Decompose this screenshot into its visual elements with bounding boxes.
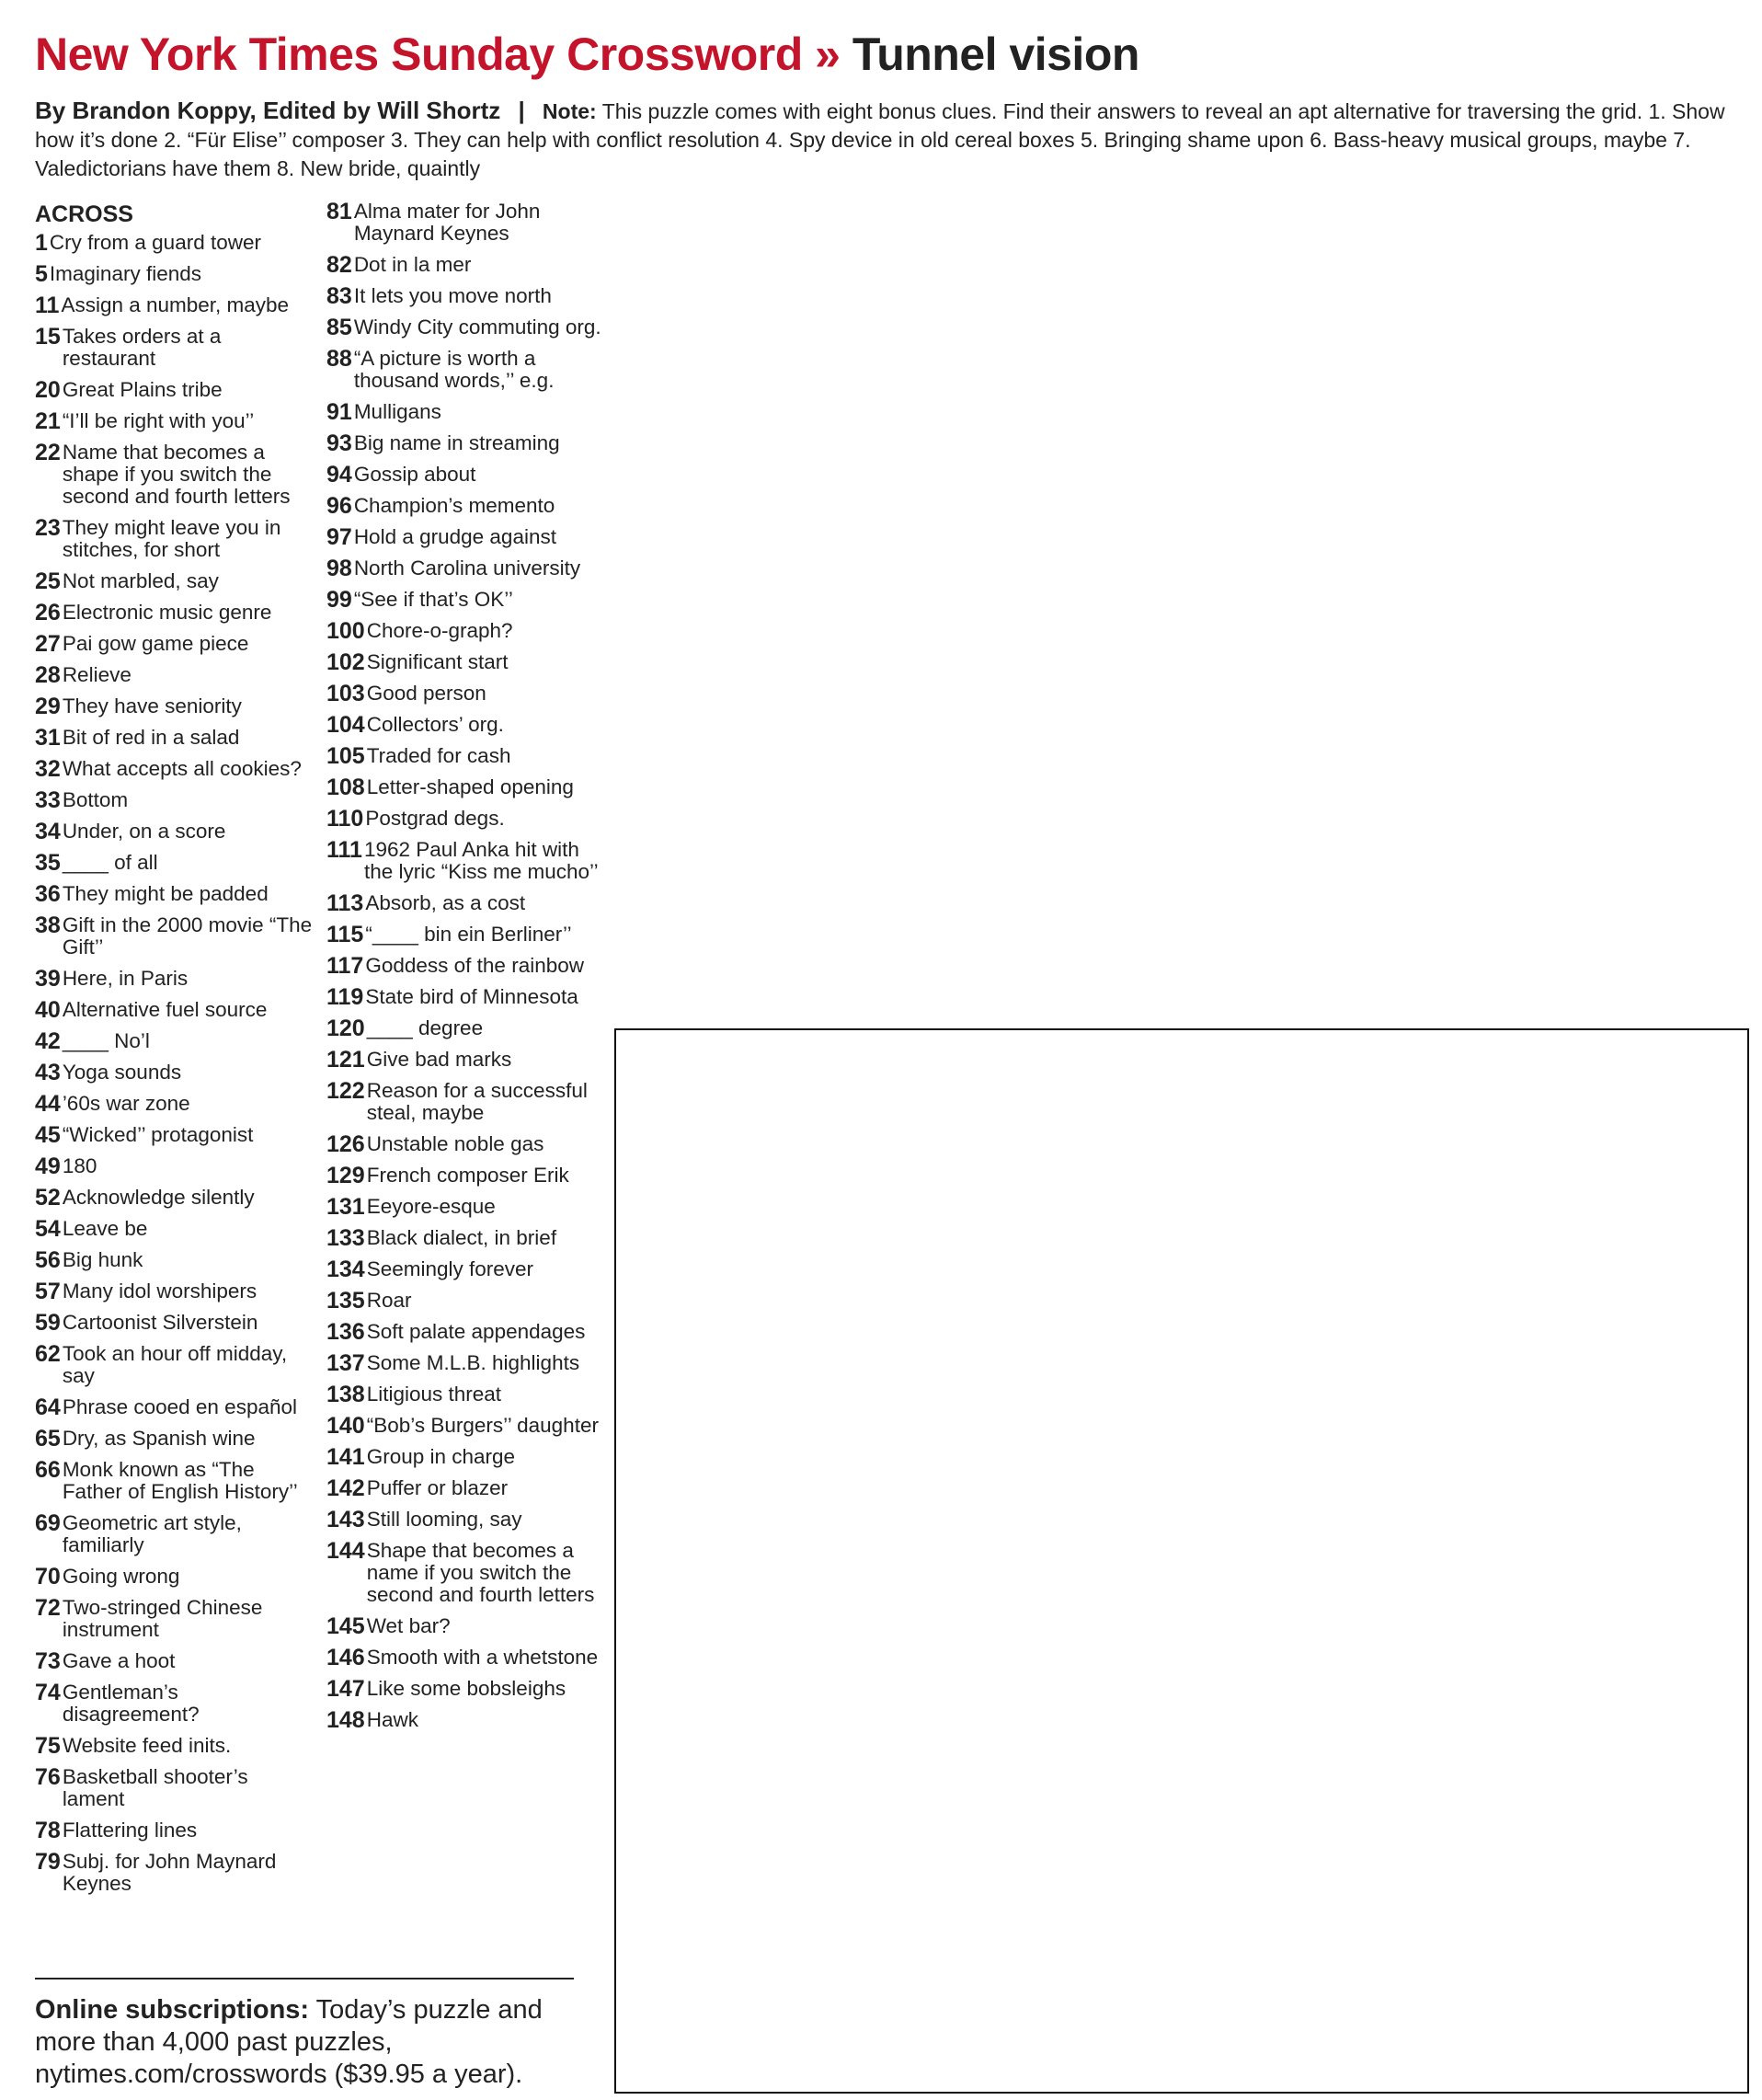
across-clue: [326, 683, 607, 705]
clue-number: 78: [35, 1818, 61, 1843]
across-clue: [326, 651, 607, 673]
clue-number: 91: [326, 399, 352, 425]
clue-number: 45: [35, 1122, 61, 1148]
clue-number: 135: [326, 1288, 365, 1314]
clue-text: Absorb, as a cost: [365, 891, 526, 914]
across-clue: [326, 1540, 607, 1606]
clue-text: Assign a number, maybe: [61, 293, 290, 316]
clue-text: ____ of all: [62, 851, 158, 874]
clue-number: 57: [35, 1279, 61, 1304]
across-clue: [326, 464, 607, 486]
clue-number: 131: [326, 1194, 365, 1220]
clue-text: Soft palate appendages: [366, 1320, 586, 1343]
across-clue: [35, 1512, 315, 1556]
across-clue: [326, 1321, 607, 1343]
across-clue: [35, 1459, 315, 1503]
clue-number: 120: [326, 1016, 365, 1041]
clue-text: Champion’s memento: [353, 494, 555, 517]
clue-text: Website feed inits.: [62, 1734, 232, 1757]
clue-number: 31: [35, 725, 61, 751]
subscription-promo: [35, 1994, 574, 2091]
clue-number: 142: [326, 1475, 365, 1501]
across-clue: [35, 914, 315, 958]
clue-number: 134: [326, 1257, 365, 1282]
clue-number: 1: [35, 230, 48, 256]
clue-number: 98: [326, 556, 352, 581]
across-clue: [35, 852, 315, 874]
across-clue: [326, 495, 607, 517]
clue-number: 85: [326, 315, 352, 340]
clue-text: Unstable noble gas: [366, 1132, 544, 1155]
clue-text: Alternative fuel source: [62, 998, 268, 1021]
clue-text: Bit of red in a salad: [62, 726, 240, 749]
clue-text: North Carolina university: [353, 557, 581, 580]
clue-number: 137: [326, 1350, 365, 1376]
clue-number: 146: [326, 1645, 365, 1670]
clue-text: Imaginary fiends: [49, 262, 201, 285]
across-clue: [326, 1477, 607, 1499]
clue-column-1: [35, 201, 315, 1904]
clue-text: What accepts all cookies?: [62, 757, 302, 780]
clue-text: “A picture is worth a thousand words,’’ e.g.: [353, 347, 555, 392]
clue-text: Significant start: [366, 650, 509, 673]
clue-number: 49: [35, 1153, 61, 1179]
clue-number: 26: [35, 600, 61, 625]
clue-text: Phrase cooed en español: [62, 1395, 298, 1418]
clue-text: They might leave you in stitches, for short: [62, 516, 281, 561]
clue-text: Electronic music genre: [62, 601, 272, 624]
clue-number: 74: [35, 1680, 61, 1705]
clue-number: 42: [35, 1028, 61, 1054]
across-clue: [35, 789, 315, 811]
across-clue: [35, 1061, 315, 1084]
clue-text: Going wrong: [62, 1565, 180, 1588]
intro-note: [35, 97, 1732, 183]
across-clue: [35, 1249, 315, 1271]
clue-number: 147: [326, 1676, 365, 1702]
clue-text: Dot in la mer: [353, 253, 472, 276]
clue-column-2: [326, 201, 607, 1740]
across-clue: [326, 1017, 607, 1039]
clue-text: ____ degree: [366, 1016, 484, 1039]
across-clue: [326, 924, 607, 946]
clue-text: Gentleman’s disagreement?: [62, 1681, 200, 1726]
clue-number: 62: [35, 1341, 61, 1367]
clue-number: 111: [326, 837, 362, 863]
clue-text: Puffer or blazer: [366, 1476, 509, 1499]
clue-text: Seemingly forever: [366, 1257, 534, 1280]
clue-number: 20: [35, 377, 61, 403]
byline-separator: |: [518, 97, 525, 124]
clue-text: Alma mater for John Maynard Keynes: [353, 200, 541, 245]
title-series: New York Times Sunday Crossword »: [35, 29, 841, 80]
across-clue: [326, 254, 607, 276]
across-clue: [35, 1650, 315, 1672]
clue-text: Basketball shooter’s lament: [62, 1765, 248, 1810]
clue-text: Flattering lines: [62, 1819, 198, 1842]
clue-number: 65: [35, 1426, 61, 1452]
across-clue: [35, 1566, 315, 1588]
across-clue: [35, 517, 315, 561]
clue-number: 104: [326, 712, 365, 738]
clue-number: 59: [35, 1310, 61, 1336]
across-heading: ACROSS: [35, 201, 133, 227]
across-clue: [326, 620, 607, 642]
clue-number: 88: [326, 346, 352, 372]
clue-text: Letter-shaped opening: [366, 775, 574, 798]
clue-number: 145: [326, 1613, 365, 1639]
clue-number: 33: [35, 787, 61, 813]
clue-number: 15: [35, 324, 61, 350]
clue-text: Relieve: [62, 663, 132, 686]
across-clue: [35, 1597, 315, 1641]
across-clue: [326, 589, 607, 611]
across-clue: [35, 294, 315, 316]
clue-text: Give bad marks: [366, 1048, 512, 1071]
clue-text: Smooth with a whetstone: [366, 1646, 599, 1669]
clue-text: ’60s war zone: [62, 1092, 190, 1115]
clue-number: 140: [326, 1413, 365, 1439]
clue-number: 119: [326, 984, 364, 1010]
across-clue: [326, 839, 607, 883]
across-clue: [35, 602, 315, 624]
across-clue: [35, 820, 315, 843]
clue-text: Monk known as “The Father of English History’’: [62, 1458, 298, 1503]
promo-text: Today’s puzzle and more than 4,000 past puzzles, nytimes.com/crosswords ($39.95 a year).: [35, 1995, 543, 2089]
across-clue: [35, 1218, 315, 1240]
clue-number: 102: [326, 649, 365, 675]
clue-text: State bird of Minnesota: [365, 985, 578, 1008]
clue-text: “Wicked’’ protagonist: [62, 1123, 254, 1146]
across-clue: [326, 1383, 607, 1406]
clue-number: 22: [35, 440, 61, 465]
byline: By Brandon Koppy, Edited by Will Shortz: [35, 97, 501, 124]
across-clue: [326, 1133, 607, 1155]
clue-text: 1962 Paul Anka hit with the lyric “Kiss me mucho’’: [363, 838, 599, 883]
clue-text: Name that becomes a shape if you switch the second and fourth letters: [62, 441, 291, 508]
clue-text: Dry, as Spanish wine: [62, 1427, 256, 1450]
grid-drawing: [616, 1030, 1747, 2092]
clue-number: 105: [326, 743, 365, 769]
clue-text: Gave a hoot: [62, 1649, 176, 1672]
clue-number: 40: [35, 997, 61, 1023]
clue-number: 94: [326, 462, 352, 488]
across-clue: [35, 758, 315, 780]
clue-text: Postgrad degs.: [365, 807, 505, 830]
across-clue: [35, 633, 315, 655]
across-clue: [326, 1290, 607, 1312]
across-clue: [35, 1766, 315, 1810]
clue-text: Bottom: [62, 788, 129, 811]
across-clue: [35, 1312, 315, 1334]
clue-number: 110: [326, 806, 364, 832]
clue-text: Great Plains tribe: [62, 378, 223, 401]
clue-text: Black dialect, in brief: [366, 1226, 557, 1249]
across-clue: [326, 432, 607, 454]
clue-number: 108: [326, 775, 365, 800]
across-clue: [35, 1093, 315, 1115]
clue-number: 39: [35, 966, 61, 992]
clue-number: 117: [326, 953, 364, 979]
across-clue: [35, 379, 315, 401]
across-clue: [326, 776, 607, 798]
clue-text: Good person: [366, 682, 486, 705]
across-clue: [326, 1352, 607, 1374]
clue-number: 23: [35, 515, 61, 541]
across-clue: [35, 664, 315, 686]
across-clue: [326, 714, 607, 736]
across-clue: [35, 1396, 315, 1418]
clue-text: Not marbled, say: [62, 569, 219, 592]
promo-label: Online subscriptions:: [35, 1995, 310, 2025]
across-clue: [326, 285, 607, 307]
clue-number: 54: [35, 1216, 61, 1242]
clue-number: 141: [326, 1444, 365, 1470]
clue-number: 66: [35, 1457, 61, 1483]
clue-number: 36: [35, 881, 61, 907]
clue-text: 180: [62, 1154, 97, 1177]
clue-text: Yoga sounds: [62, 1061, 182, 1084]
across-clue: [326, 316, 607, 339]
across-clue: [35, 883, 315, 905]
clue-text: Subj. for John Maynard Keynes: [62, 1850, 277, 1895]
across-clue: [326, 1196, 607, 1218]
clue-number: 70: [35, 1564, 61, 1589]
clue-text: Some M.L.B. highlights: [366, 1351, 580, 1374]
clue-number: 129: [326, 1163, 365, 1188]
clue-text: Big hunk: [62, 1248, 143, 1271]
clue-text: Roar: [366, 1289, 412, 1312]
clue-text: Traded for cash: [366, 744, 511, 767]
across-clue: [326, 348, 607, 392]
clue-text: Cry from a guard tower: [49, 231, 261, 254]
clue-text: Still looming, say: [366, 1508, 522, 1531]
clue-text: Acknowledge silently: [62, 1186, 255, 1209]
clue-number: 32: [35, 756, 61, 782]
note-text: This puzzle comes with eight bonus clues. Find their answers to reveal an apt alternative for traversing the grid. 1. Show how it’s done 2. “Für Elise’’ composer 3. They can help with conflict resolution 4. Spy device in old cereal boxes 5. Bringing shame upon 6. Bass-heavy musical groups, maybe 7. Valedictorians have them 8. New bride, quaintly: [35, 99, 1725, 180]
across-clue: [326, 526, 607, 548]
clue-number: 43: [35, 1060, 61, 1085]
clue-number: 79: [35, 1849, 61, 1875]
title-theme: Tunnel vision: [852, 29, 1139, 80]
clue-text: Shape that becomes a name if you switch the second and fourth letters: [366, 1539, 595, 1606]
clue-text: Under, on a score: [62, 820, 226, 843]
across-clue: [35, 326, 315, 370]
clue-text: Group in charge: [366, 1445, 516, 1468]
across-clue: [35, 1030, 315, 1052]
across-clue: [35, 1155, 315, 1177]
across-clue: [35, 1428, 315, 1450]
across-clue: [326, 955, 607, 977]
clue-text: Eeyore-esque: [366, 1195, 496, 1218]
clue-text: Geometric art style, familiarly: [62, 1511, 242, 1556]
clue-number: 5: [35, 261, 48, 287]
across-clue: [35, 570, 315, 592]
across-clue: [35, 1124, 315, 1146]
clue-number: 93: [326, 430, 352, 456]
across-clue: [35, 1187, 315, 1209]
clue-text: Leave be: [62, 1217, 148, 1240]
across-clue: [35, 1681, 315, 1726]
across-clue: [326, 1415, 607, 1437]
across-clue: [326, 1227, 607, 1249]
clue-text: Took an hour off midday, say: [62, 1342, 288, 1387]
clue-text: Reason for a successful steal, maybe: [366, 1079, 588, 1124]
across-clue: [35, 263, 315, 285]
clue-text: Cartoonist Silverstein: [62, 1311, 258, 1334]
clue-number: 83: [326, 283, 352, 309]
clue-number: 25: [35, 568, 61, 594]
page-title: [35, 28, 1139, 81]
clue-number: 81: [326, 199, 352, 224]
clue-text: Wet bar?: [366, 1614, 451, 1637]
clue-text: Gift in the 2000 movie “The Gift’’: [62, 913, 313, 958]
clue-text: Big name in streaming: [353, 431, 560, 454]
clue-number: 69: [35, 1510, 61, 1536]
clue-text: Hawk: [366, 1708, 418, 1731]
clue-number: 97: [326, 524, 352, 550]
clue-number: 136: [326, 1319, 365, 1345]
across-clue: [35, 727, 315, 749]
clue-number: 28: [35, 662, 61, 688]
clue-number: 29: [35, 694, 61, 719]
clue-text: They might be padded: [62, 882, 269, 905]
clue-number: 133: [326, 1225, 365, 1251]
across-clue: [35, 999, 315, 1021]
clue-text: It lets you move north: [353, 284, 552, 307]
clue-number: 100: [326, 618, 365, 644]
across-clue: [35, 442, 315, 508]
promo-divider: [35, 1978, 574, 1980]
clue-text: Here, in Paris: [62, 967, 189, 990]
across-clue: [326, 1446, 607, 1468]
clue-text: Litigious threat: [366, 1383, 502, 1406]
clue-text: Two-stringed Chinese instrument: [62, 1596, 263, 1641]
across-clue: [326, 892, 607, 914]
clue-text: “____ bin ein Berliner’’: [365, 923, 572, 946]
clue-text: Collectors’ org.: [366, 713, 504, 736]
clue-text: Like some bobsleighs: [366, 1677, 566, 1700]
clue-number: 122: [326, 1078, 365, 1104]
clue-number: 64: [35, 1394, 61, 1420]
clue-number: 96: [326, 493, 352, 519]
across-clue: [326, 1165, 607, 1187]
clue-text: Windy City commuting org.: [353, 316, 601, 339]
across-clue: [35, 968, 315, 990]
across-clue: [35, 1851, 315, 1895]
across-clue: [35, 1343, 315, 1387]
clue-number: 103: [326, 681, 365, 706]
clue-text: Many idol worshipers: [62, 1280, 257, 1302]
clue-number: 76: [35, 1764, 61, 1790]
clue-text: Gossip about: [353, 463, 476, 486]
clue-number: 34: [35, 819, 61, 844]
clue-number: 44: [35, 1091, 61, 1117]
clue-number: 21: [35, 408, 61, 434]
clue-text: “I’ll be right with you’’: [62, 409, 255, 432]
clue-number: 144: [326, 1538, 365, 1564]
across-clue: [326, 745, 607, 767]
note-label: Note:: [542, 99, 597, 123]
clue-text: “See if that’s OK’’: [353, 588, 513, 611]
clue-number: 126: [326, 1131, 365, 1157]
clue-number: 121: [326, 1047, 365, 1073]
clue-number: 99: [326, 587, 352, 613]
across-clue: [35, 695, 315, 717]
clue-text: Chore-o-graph?: [366, 619, 513, 642]
clue-number: 56: [35, 1247, 61, 1273]
across-clue: [326, 201, 607, 245]
clue-number: 35: [35, 850, 61, 876]
clue-number: 143: [326, 1507, 365, 1532]
clue-text: “Bob’s Burgers’’ daughter: [366, 1414, 599, 1437]
across-clue: [35, 1819, 315, 1842]
clue-number: 75: [35, 1733, 61, 1759]
across-clue: [326, 986, 607, 1008]
across-clue: [326, 1678, 607, 1700]
clue-text: Pai gow game piece: [62, 632, 249, 655]
across-clue: [326, 1709, 607, 1731]
clue-number: 113: [326, 890, 364, 916]
clue-number: 82: [326, 252, 352, 278]
clue-number: 52: [35, 1185, 61, 1211]
across-clue: [326, 1509, 607, 1531]
clue-number: 27: [35, 631, 61, 657]
clue-text: Mulligans: [353, 400, 441, 423]
clue-text: They have seniority: [62, 694, 242, 717]
clue-number: 115: [326, 922, 364, 947]
across-clue: [35, 1280, 315, 1302]
clue-number: 148: [326, 1707, 365, 1733]
clue-number: 138: [326, 1382, 365, 1407]
clue-text: ____ No’l: [62, 1029, 150, 1052]
clue-text: Goddess of the rainbow: [365, 954, 584, 977]
across-clue: [326, 1049, 607, 1071]
across-clue: [326, 808, 607, 830]
clue-text: Takes orders at a restaurant: [62, 325, 222, 370]
across-clue: [35, 410, 315, 432]
clue-number: 38: [35, 912, 61, 938]
across-clue: [326, 1080, 607, 1124]
clue-text: French composer Erik: [366, 1164, 569, 1187]
clue-number: 72: [35, 1595, 61, 1621]
across-clue: [326, 1258, 607, 1280]
across-clue: [35, 1735, 315, 1757]
across-clue: [326, 1615, 607, 1637]
crossword-grid: [614, 1028, 1749, 2094]
clue-number: 11: [35, 293, 60, 318]
across-clue: [326, 401, 607, 423]
across-clue: [35, 232, 315, 254]
across-clue: [326, 1647, 607, 1669]
clue-number: 73: [35, 1648, 61, 1674]
across-clue: [326, 557, 607, 580]
clue-text: Hold a grudge against: [353, 525, 556, 548]
